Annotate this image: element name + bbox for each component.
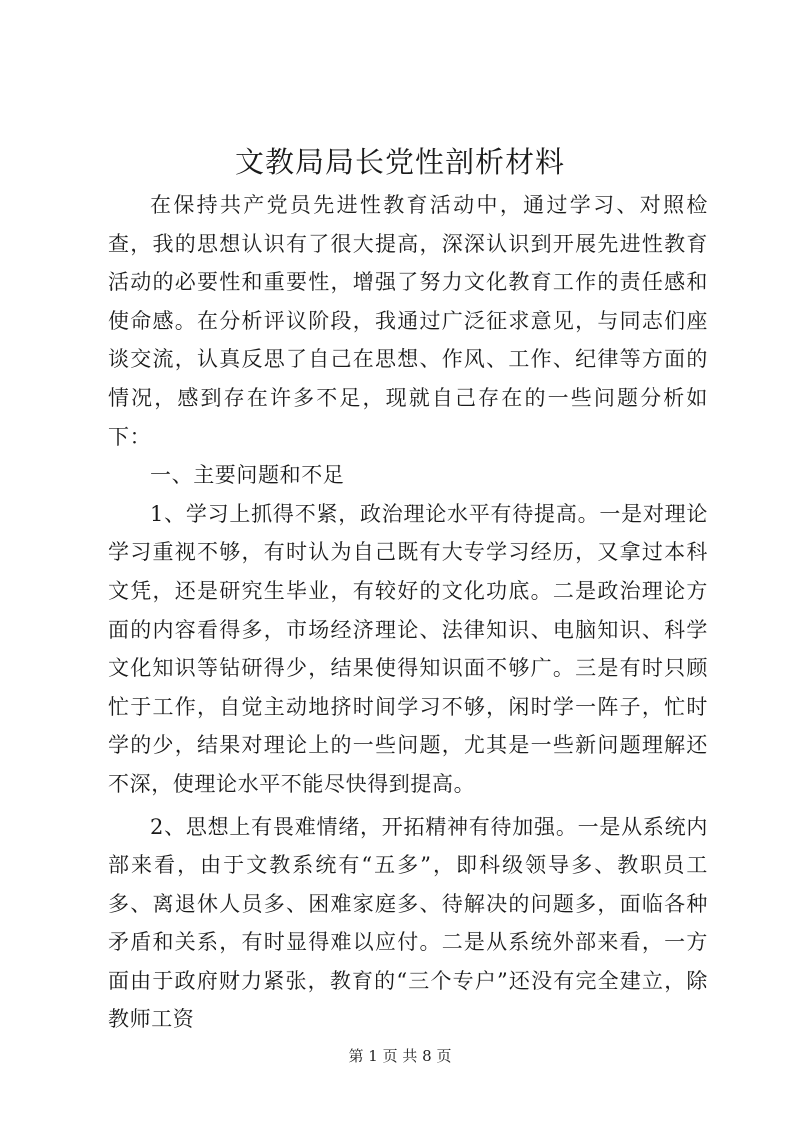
issue-paragraph-2: 2、思想上有畏难情绪，开拓精神有待加强。一是从系统内部来看，由于文教系统有“五多”，即科级领导多、教职员工多、离退休人员多、困难家庭多、待解决的问题多，面临各种矛盾和关系，有时显得难以应付。二是从系统外部来看，一方面由于政府财力紧张，教育的“三个专户”还没有完全建立，除教师工资 — [108, 814, 708, 1032]
document-body — [108, 186, 708, 1039]
document-title: 文教局局长党性剖析材料 — [234, 145, 565, 179]
section-heading: 一、主要问题和不足 — [150, 463, 345, 488]
issue-paragraph-1: 1、学习上抓得不紧，政治理论水平有待提高。一是对理论学习重视不够，有时认为自己既有大专学习经历，又拿过本科文凭，还是研究生毕业，有较好的文化功底。二是政治理论方面的内容看得多，市场经济理论、法律知识、电脑知识、科学文化知识等钻研得少，结果使得知识面不够广。三是有时只顾忙于工作，自觉主动地挤时间学习不够，闲时学一阵子，忙时学的少，结果对理论上的一些问题，尤其是一些新问题理解还不深，使理论水平不能尽快得到提高。 — [108, 501, 708, 796]
intro-paragraph: 在保持共产党员先进性教育活动中，通过学习、对照检查，我的思想认识有了很大提高，深深认识到开展先进性教育活动的必要性和重要性，增强了努力文化教育工作的责任感和使命感。在分析评议阶段，我通过广泛征求意见，与同志们座谈交流，认真反思了自己在思想、作风、工作、纪律等方面的情况，感到存在许多不足，现就自己存在的一些问题分析如下： — [108, 193, 708, 449]
page-number: 第 1 页 共 8 页 — [348, 1047, 452, 1065]
